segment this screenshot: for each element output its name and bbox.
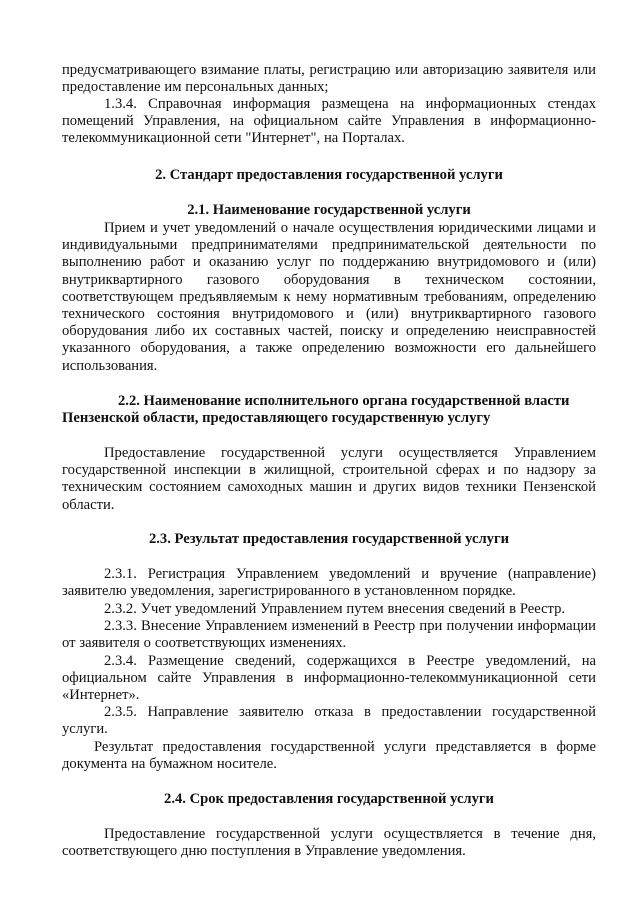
paragraph-continuation-1-3-3: предусматривающего взимание платы, регистрацию или авторизацию заявителя или предоставление им персональных данных;: [62, 62, 596, 96]
paragraph-2-3-4: 2.3.4. Размещение сведений, содержащихся в Реестре уведомлений, на официальном сайте Управления в информационно-телекоммуникационной сети «Интернет».: [62, 653, 596, 704]
paragraph-2-2-executive-body: Предоставление государственной услуги осуществляется Управлением государственной инспекции в жилищной, строительной сферах и по надзору за техническим состоянием самоходных машин и других видов техники Пензенской области.: [62, 445, 596, 513]
paragraph-2-1-service-name: Прием и учет уведомлений о начале осуществления юридическими лицами и индивидуальными предпринимателями предпринимательской деятельности по выполнению работ и оказанию услуг по поддержанию внутридомового и (или) внутриквартирного газового оборудования в техническом состоянии, соответствующем предъявляемым к нему нормативным требованиям, определению технического состояния внутридомового и (или) внутриквартирного газового оборудования либо их составных частей, поиску и определению неисправностей указанного оборудования, а также определению возможности его дальнейшего использования.: [62, 220, 596, 374]
paragraph-2-4-term: Предоставление государственной услуги осуществляется в течение дня, соответствующего дню поступления в Управление уведомления.: [62, 826, 596, 860]
section-heading-2-1: 2.1. Наименование государственной услуги: [187, 202, 471, 218]
paragraph-result-form: Результат предоставления государственной услуги представляется в форме документа на бумажном носителе.: [62, 739, 596, 773]
section-heading-2-2: 2.2. Наименование исполнительного органа государственной власти Пензенской области, предоставляющего государственную услугу: [62, 393, 570, 427]
paragraph-2-3-2: 2.3.2. Учет уведомлений Управлением путем внесения сведений в Реестр.: [104, 601, 566, 617]
paragraph-1-3-4: 1.3.4. Справочная информация размещена на информационных стендах помещений Управления, на официальном сайте Управления в информационно-телекоммуникационной сети "Интернет", на Порталах.: [62, 96, 596, 147]
paragraph-2-3-1: 2.3.1. Регистрация Управлением уведомлений и вручение (направление) заявителю уведомления, зарегистрированного в установленном порядке.: [62, 566, 596, 600]
section-heading-2-3: 2.3. Результат предоставления государственной услуги: [148, 531, 510, 547]
paragraph-2-3-3: 2.3.3. Внесение Управлением изменений в Реестр при получении информации от заявителя о соответствующих изменениях.: [62, 618, 596, 652]
paragraph-2-3-5: 2.3.5. Направление заявителю отказа в предоставлении государственной услуги.: [62, 704, 596, 738]
section-heading-2-4: 2.4. Срок предоставления государственной услуги: [164, 791, 494, 807]
section-heading-2: 2. Стандарт предоставления государственной услуги: [155, 167, 503, 183]
